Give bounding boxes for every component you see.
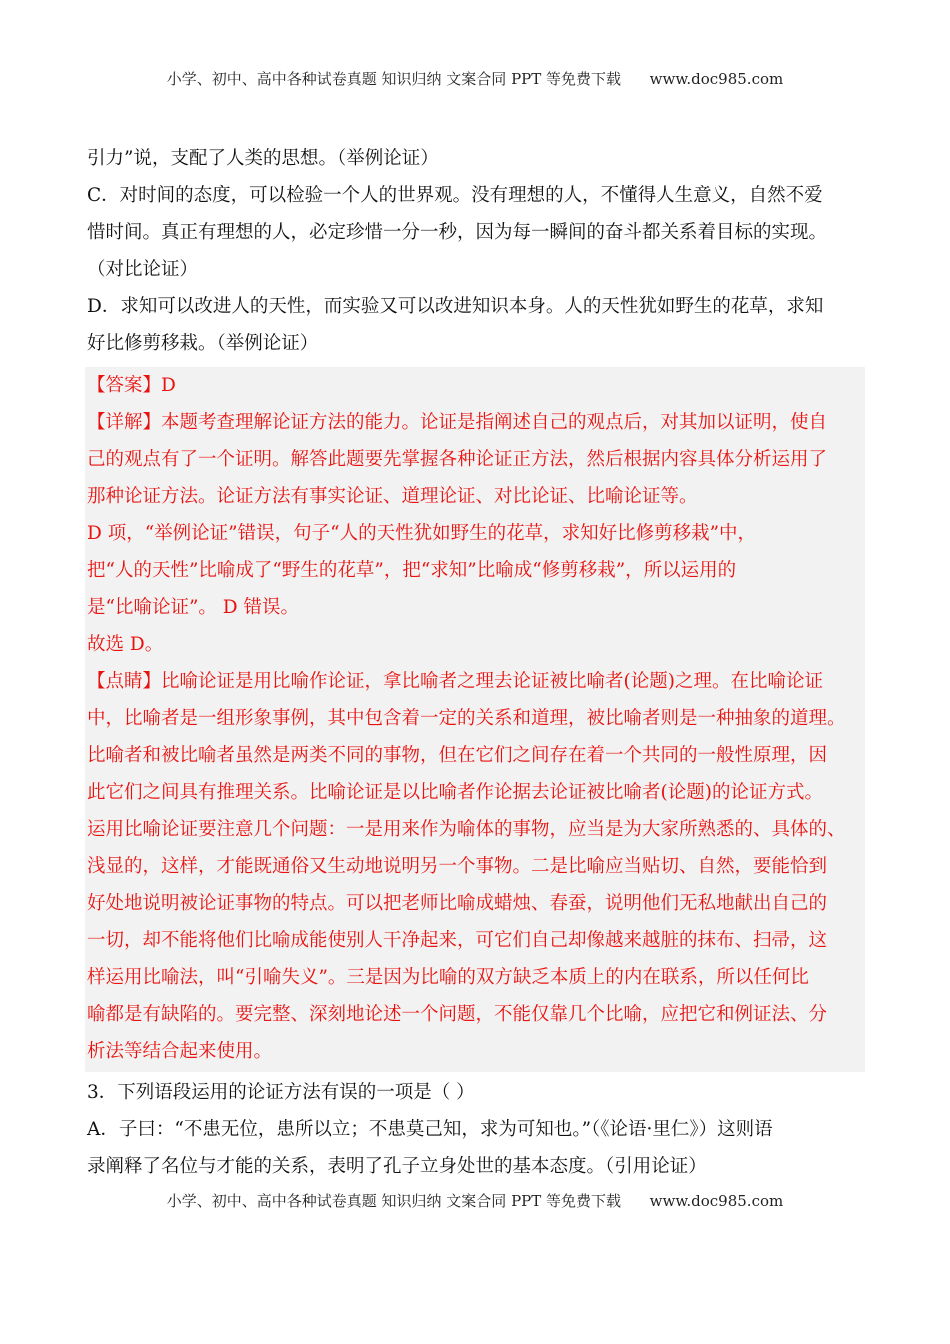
option-c-line-1: C．对时间的态度，可以检验一个人的世界观。没有理想的人，不懂得人生意义，自然不爱	[87, 185, 823, 206]
analysis-line: 是“比喻论证”。 D 错误。	[87, 597, 300, 618]
analysis-line: 【详解】本题考查理解论证方法的能力。论证是指阐述自己的观点后，对其加以证明，使自	[87, 412, 828, 433]
analysis-line: 那种论证方法。论证方法有事实论证、道理论证、对比论证、比喻论证等。	[87, 486, 698, 507]
option-d-line-2: 好比修剪移栽。（举例论证）	[87, 333, 319, 354]
question-options-top	[87, 140, 867, 362]
analysis-line: 故选 D。	[87, 634, 164, 655]
tip-line: 运用比喻论证要注意几个问题：一是用来作为喻体的事物，应当是为大家所熟悉的、具体的、	[87, 819, 846, 840]
document-body	[87, 140, 867, 1185]
tip-line: 好处地说明被论证事物的特点。可以把老师比喻成蜡烛、春蚕，说明他们无私地献出自己的	[87, 893, 828, 914]
tip-line: 【点睛】比喻论证是用比喻作论证，拿比喻者之理去论证被比喻者(论题)之理。在比喻论证	[87, 671, 823, 692]
analysis-line: 把“人的天性”比喻成了“野生的花草”，把“求知”比喻成“修剪移栽”，所以运用的	[87, 560, 737, 581]
analysis-line: 己的观点有了一个证明。解答此题要先掌握各种论证正方法，然后根据内容具体分析运用了	[87, 449, 828, 470]
text-line: 引力”说，支配了人类的思想。（举例论证）	[87, 148, 439, 169]
tip-line: 比喻者和被比喻者虽然是两类不同的事物，但在它们之间存在着一个共同的一般性原理，因	[87, 745, 828, 766]
tip-line: 浅显的，这样，才能既通俗又生动地说明另一个事物。二是比喻应当贴切、自然，要能恰到	[87, 856, 828, 877]
option-d-line-1: D．求知可以改进人的天性，而实验又可以改进知识本身。人的天性犹如野生的花草，求知	[87, 296, 824, 317]
question-3-stem: 3．下列语段运用的论证方法有误的一项是（ ）	[87, 1082, 475, 1103]
page-header: 小学、初中、高中各种试卷真题 知识归纳 文案合同 PPT 等免费下载 www.doc985.com	[166, 70, 784, 88]
option-a-line-1: A．子曰：“不患无位，患所以立；不患莫己知，求为可知也。”（《论语·里仁》）这则语	[87, 1119, 773, 1140]
page-footer: 小学、初中、高中各种试卷真题 知识归纳 文案合同 PPT 等免费下载 www.doc985.com	[166, 1192, 784, 1210]
tip-line: 一切，却不能将他们比喻成能使别人干净起来，可它们自己却像越来越脏的抹布、扫帚，这	[87, 930, 828, 951]
option-c-line-3: （对比论证）	[87, 259, 199, 280]
tip-line: 析法等结合起来使用。	[87, 1041, 273, 1062]
question-3	[87, 1074, 867, 1185]
tip-line: 此它们之间具有推理关系。比喻论证是以比喻者作论据去论证被比喻者(论题)的论证方式。	[87, 782, 823, 803]
tip-line: 中，比喻者是一组形象事例，其中包含着一定的关系和道理，被比喻者则是一种抽象的道理。	[87, 708, 846, 729]
tip-line: 喻都是有缺陷的。要完整、深刻地论述一个问题，不能仅靠几个比喻，应把它和例证法、分	[87, 1004, 828, 1025]
option-a-line-2: 录阐释了名位与才能的关系，表明了孔子立身处世的基本态度。（引用论证）	[87, 1156, 707, 1177]
tip-line: 样运用比喻法，叫“引喻失义”。三是因为比喻的双方缺乏本质上的内在联系，所以任何比	[87, 967, 809, 988]
answer-line: 【答案】D	[87, 375, 176, 396]
analysis-line: D 项，“举例论证”错误，句子“人的天性犹如野生的花草，求知好比修剪移栽”中，	[87, 523, 757, 544]
option-c-line-2: 惜时间。真正有理想的人，必定珍惜一分一秒，因为每一瞬间的奋斗都关系着目标的实现。	[87, 222, 828, 243]
answer-box	[85, 367, 865, 1072]
